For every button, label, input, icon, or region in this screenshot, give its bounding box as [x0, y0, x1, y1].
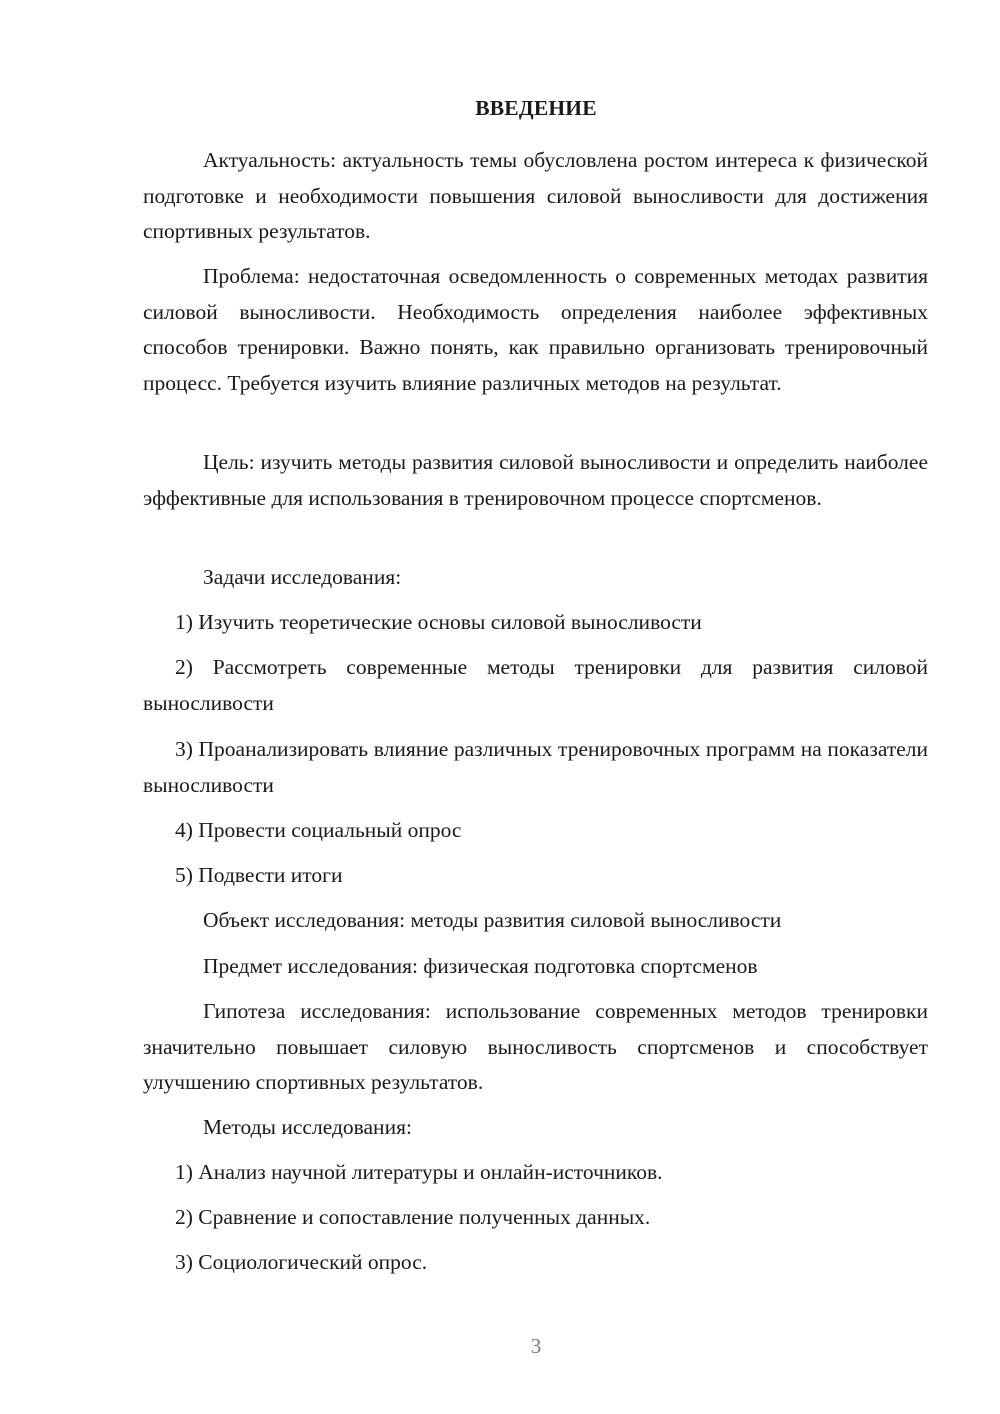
relevance-paragraph: Актуальность: актуальность темы обусловлена ростом интереса к физической подготовке и необходимости повышения силовой выносливости для достижения спортивных результатов. [143, 148, 928, 243]
task-item-3: 3) Проанализировать влияние различных тренировочных программ на показатели выносливости [143, 737, 928, 797]
object-paragraph: Объект исследования: методы развития силовой выносливости [203, 908, 782, 932]
page-title: ВВЕДЕНИЕ [475, 96, 597, 120]
task-item-2: 2) Рассмотреть современные методы тренировки для развития силовой выносливости [143, 655, 928, 715]
problem-paragraph: Проблема: недостаточная осведомленность о современных методах развития силовой выносливости. Необходимость определения наиболее эффективных способов тренировки. Важно понять, как правильно организовать тренировочный процесс. Требуется изучить влияние различных методов на результат. [143, 264, 928, 395]
tasks-heading: Задачи исследования: [203, 565, 402, 589]
hypothesis-paragraph: Гипотеза исследования: использование современных методов тренировки значительно повышает силовую выносливость спортсменов и способствует улучшению спортивных результатов. [143, 999, 928, 1094]
goal-paragraph: Цель: изучить методы развития силовой выносливости и определить наиболее эффективные для использования в тренировочном процессе спортсменов. [143, 450, 928, 510]
task-item-4: 4) Провести социальный опрос [175, 818, 462, 842]
method-item-1: 1) Анализ научной литературы и онлайн-источников. [175, 1160, 663, 1184]
page-number: 3 [530, 1334, 542, 1358]
task-item-5: 5) Подвести итоги [175, 863, 343, 887]
method-item-2: 2) Сравнение и сопоставление полученных данных. [175, 1205, 651, 1229]
methods-heading: Методы исследования: [203, 1115, 412, 1139]
task-item-1: 1) Изучить теоретические основы силовой выносливости [175, 610, 702, 634]
subject-paragraph: Предмет исследования: физическая подготовка спортсменов [203, 954, 758, 978]
method-item-3: 3) Социологический опрос. [175, 1250, 428, 1274]
